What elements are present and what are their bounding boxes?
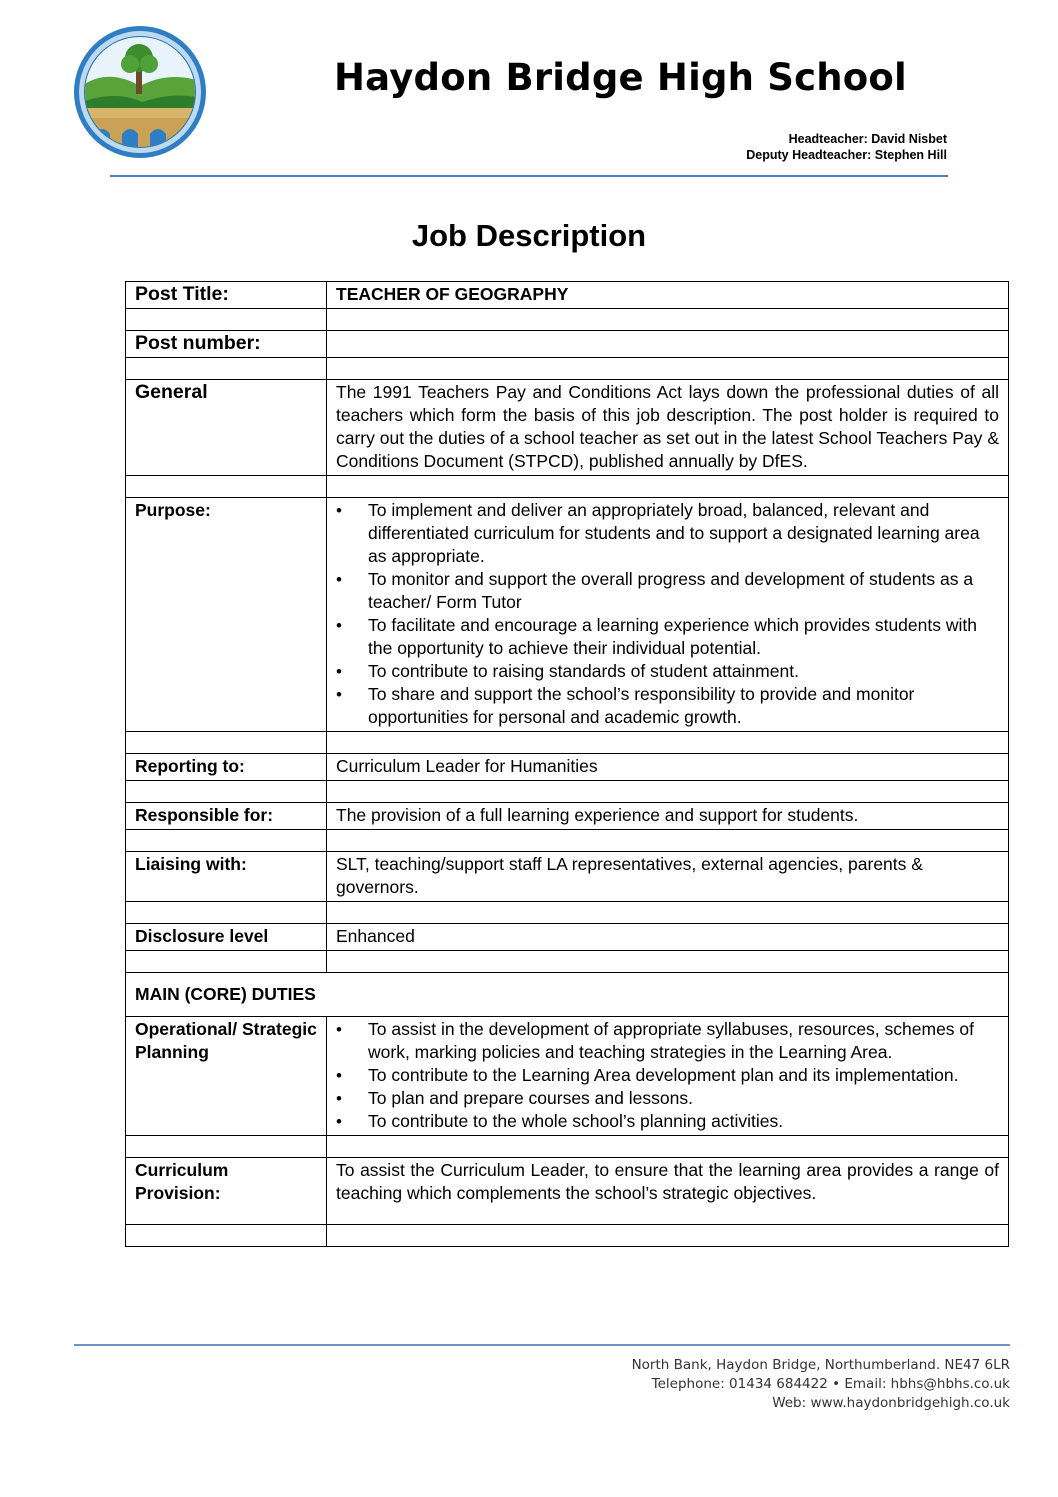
responsible-for-label: Responsible for: — [126, 803, 327, 830]
page-title: Job Description — [411, 218, 647, 253]
list-item: • To facilitate and encourage a learning experience which provides students with the opportunity to achieve their individual potential. — [336, 614, 999, 660]
row-purpose — [126, 498, 1009, 732]
reporting-to-value: Curriculum Leader for Humanities — [327, 754, 1009, 781]
post-title-value: TEACHER OF GEOGRAPHY — [327, 282, 1009, 309]
reporting-to-label: Reporting to: — [126, 754, 327, 781]
row-liaising-with — [126, 852, 1009, 902]
school-name: Haydon Bridge High School — [334, 56, 907, 99]
main-duties-heading: MAIN (CORE) DUTIES — [126, 973, 1009, 1017]
disclosure-label: Disclosure level — [126, 924, 327, 951]
list-item: • To contribute to the Learning Area development plan and its implementation. — [336, 1064, 999, 1087]
spacer-cell — [126, 358, 327, 380]
curriculum-label: Curriculum Provision: — [126, 1158, 327, 1225]
liaising-with-label: Liaising with: — [126, 852, 327, 902]
responsible-for-value: The provision of a full learning experience and support for students. — [327, 803, 1009, 830]
operational-label: Operational/ Strategic Planning — [126, 1017, 327, 1136]
footer-web: Web: www.haydonbridgehigh.co.uk — [772, 1395, 1010, 1411]
list-item: • To share and support the school’s responsibility to provide and monitor opportunities for personal and academic growth. — [336, 683, 999, 729]
general-label: General — [126, 380, 327, 476]
list-item: • To monitor and support the overall progress and development of students as a teacher/ Form Tutor — [336, 568, 999, 614]
spacer-cell — [327, 1136, 1009, 1158]
spacer-cell — [126, 902, 327, 924]
spacer-cell — [327, 951, 1009, 973]
head-staff — [746, 131, 947, 163]
row-disclosure — [126, 924, 1009, 951]
operational-list — [336, 1018, 999, 1133]
operational-value — [327, 1017, 1009, 1136]
list-item: • To implement and deliver an appropriately broad, balanced, relevant and differentiated curriculum for students and to support a designated learning area as appropriate. — [336, 499, 999, 568]
spacer-cell — [126, 732, 327, 754]
footer — [632, 1356, 1010, 1413]
row-post-number — [126, 331, 1009, 358]
purpose-value — [327, 498, 1009, 732]
school-logo — [72, 24, 208, 160]
disclosure-value: Enhanced — [327, 924, 1009, 951]
row-post-title — [126, 282, 1009, 309]
row-responsible-for — [126, 803, 1009, 830]
footer-rule — [74, 1344, 1010, 1346]
general-value: The 1991 Teachers Pay and Conditions Act lays down the professional duties of all teachers which form the basis of this job description. The post holder is required to carry out the duties of a school teacher as set out in the latest School Teachers Pay & Conditions Document (STPCD), published annually by DfES. — [327, 380, 1009, 476]
spacer-cell — [327, 830, 1009, 852]
row-reporting-to — [126, 754, 1009, 781]
spacer-cell — [126, 476, 327, 498]
spacer-cell — [327, 309, 1009, 331]
row-curriculum — [126, 1158, 1009, 1225]
liaising-with-value: SLT, teaching/support staff LA representatives, external agencies, parents & governors. — [327, 852, 1009, 902]
footer-address: North Bank, Haydon Bridge, Northumberland. NE47 6LR — [631, 1357, 1010, 1373]
row-operational — [126, 1017, 1009, 1136]
purpose-label: Purpose: — [126, 498, 327, 732]
row-main-duties — [126, 973, 1009, 1017]
spacer-cell — [126, 781, 327, 803]
spacer-cell — [327, 781, 1009, 803]
curriculum-value: To assist the Curriculum Leader, to ensure that the learning area provides a range of teaching which complements the school’s strategic objectives. — [327, 1158, 1009, 1225]
job-description-table — [125, 281, 1009, 1247]
spacer-cell — [126, 830, 327, 852]
list-item: • To contribute to the whole school’s planning activities. — [336, 1110, 999, 1133]
spacer-cell — [327, 1225, 1009, 1247]
list-item: • To plan and prepare courses and lessons. — [336, 1087, 999, 1110]
row-general — [126, 380, 1009, 476]
spacer-cell — [126, 1225, 327, 1247]
spacer-cell — [327, 358, 1009, 380]
post-title-label: Post Title: — [126, 282, 327, 309]
spacer-cell — [327, 476, 1009, 498]
spacer-cell — [126, 951, 327, 973]
spacer-cell — [327, 902, 1009, 924]
spacer-cell — [327, 732, 1009, 754]
list-item: • To contribute to raising standards of student attainment. — [336, 660, 999, 683]
headteacher: Headteacher: David Nisbet — [788, 132, 947, 146]
header-rule — [110, 175, 948, 177]
post-number-label: Post number: — [126, 331, 327, 358]
footer-contact: Telephone: 01434 684422 • Email: hbhs@hbhs.co.uk — [651, 1376, 1010, 1392]
deputy-headteacher: Deputy Headteacher: Stephen Hill — [746, 148, 947, 162]
post-number-value — [327, 331, 1009, 358]
spacer-cell — [126, 1136, 327, 1158]
list-item: • To assist in the development of appropriate syllabuses, resources, schemes of work, marking policies and teaching strategies in the Learning Area. — [336, 1018, 999, 1064]
spacer-cell — [126, 309, 327, 331]
purpose-list — [336, 499, 999, 729]
